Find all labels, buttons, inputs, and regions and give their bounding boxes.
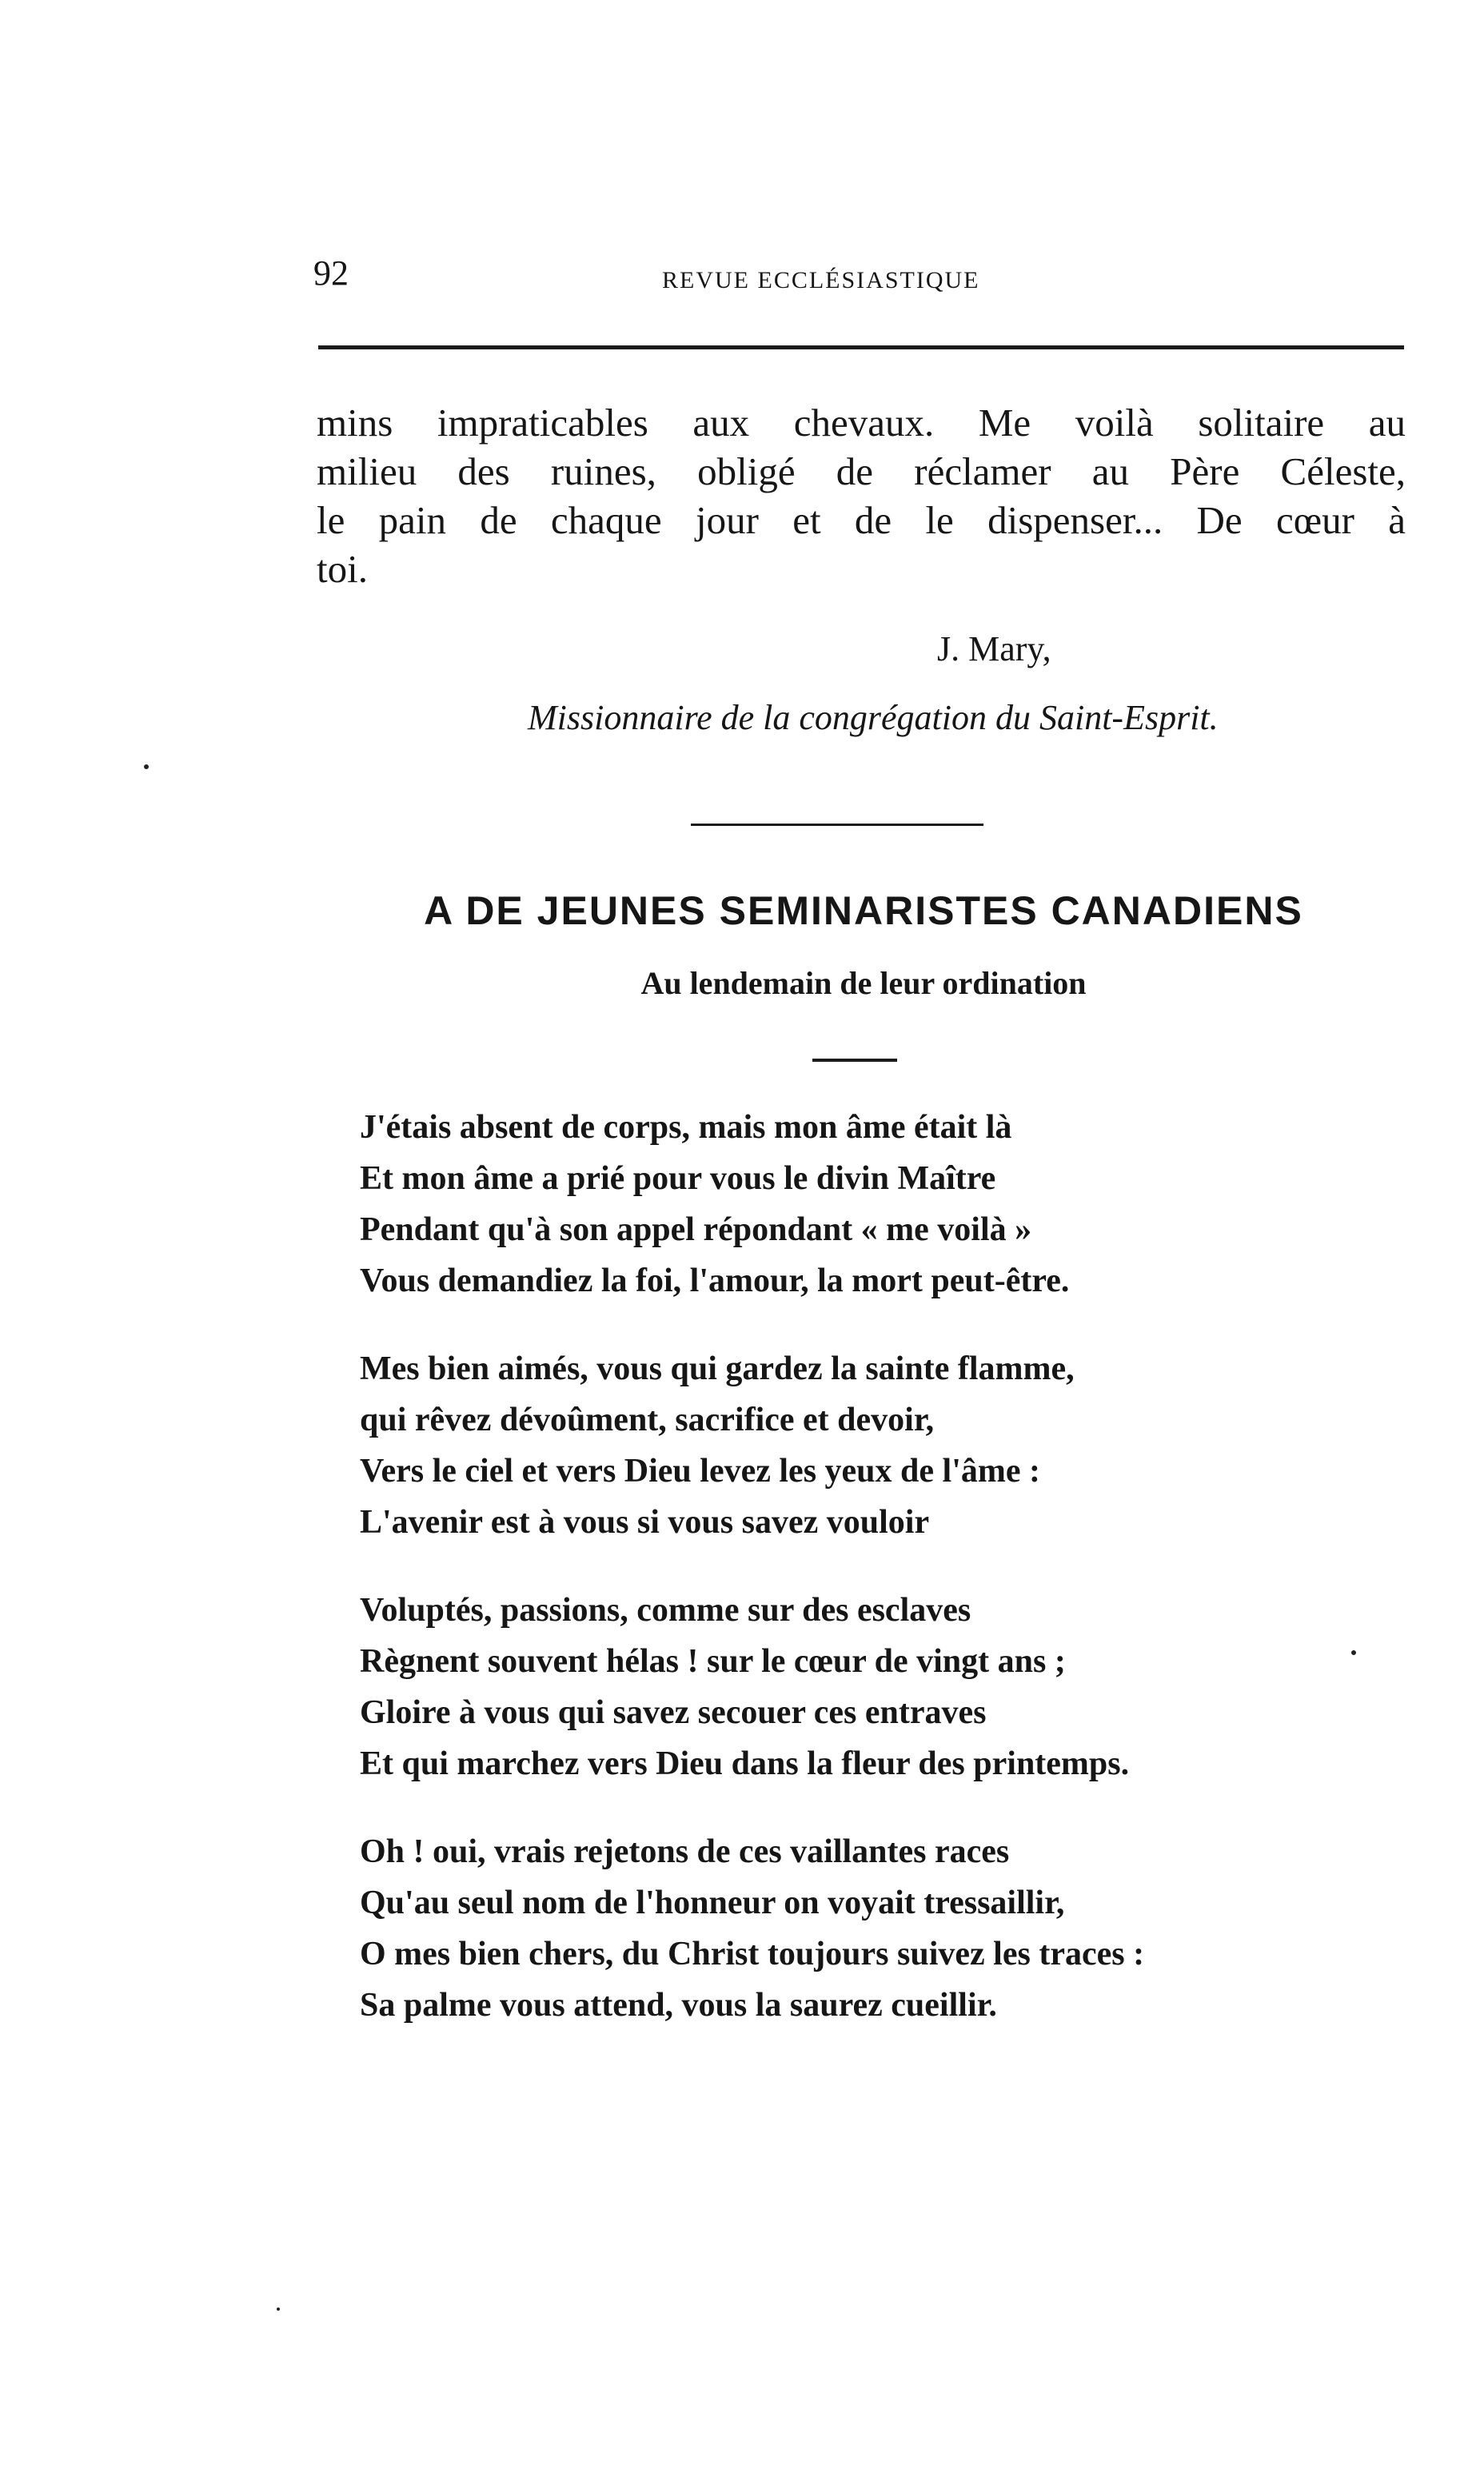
verse: L'avenir est à vous si vous savez vouloir (360, 1504, 930, 1541)
poem-body (360, 1102, 1415, 2068)
running-title: REVUE ECCLÉSIASTIQUE (662, 267, 980, 293)
print-speck (277, 2307, 280, 2311)
letter-line: milieu des ruines, obligé de réclamer au Père Céleste, (317, 449, 1406, 493)
header-rule (318, 345, 1404, 349)
verse: Vers le ciel et vers Dieu levez les yeux de l'âme : (360, 1453, 1040, 1490)
verse: qui rêvez dévoûment, sacrifice et devoir, (360, 1402, 935, 1438)
stanza (360, 1102, 1415, 1306)
print-speck (144, 764, 149, 769)
verse: Oh ! oui, vrais rejetons de ces vaillantes races (360, 1833, 1010, 1870)
verse: Règnent souvent hélas ! sur le cœur de vingt ans ; (360, 1643, 1066, 1680)
poem-title: A DE JEUNES SEMINARISTES CANADIENS (424, 888, 1303, 933)
verse: Qu'au seul nom de l'honneur on voyait tressaillir, (360, 1885, 1065, 1921)
verse: Et qui marchez vers Dieu dans la fleur des printemps. (360, 1745, 1130, 1782)
letter-line: le pain de chaque jour et de le dispenser... De cœur à (317, 498, 1406, 542)
section-divider (691, 824, 983, 826)
poem-divider (812, 1059, 897, 1062)
stanza (360, 1343, 1415, 1548)
verse: Voluptés, passions, comme sur des esclaves (360, 1592, 971, 1629)
stanza (360, 1585, 1415, 1789)
page-number: 92 (313, 253, 349, 293)
letter-line: toi. (317, 547, 368, 591)
verse: Vous demandiez la foi, l'amour, la mort peut-être. (360, 1262, 1070, 1299)
verse: Gloire à vous qui savez secouer ces entraves (360, 1694, 987, 1731)
verse: J'étais absent de corps, mais mon âme était là (360, 1109, 1012, 1146)
verse: O mes bien chers, du Christ toujours suivez les traces : (360, 1936, 1145, 1972)
verse: Pendant qu'à son appel répondant « me voilà » (360, 1211, 1032, 1248)
verse: Mes bien aimés, vous qui gardez la sainte flamme, (360, 1350, 1075, 1387)
print-speck (1351, 1650, 1356, 1655)
stanza (360, 1826, 1415, 2031)
verse: Et mon âme a prié pour vous le divin Maître (360, 1160, 996, 1197)
poem-subtitle: Au lendemain de leur ordination (640, 965, 1087, 1001)
letter-closing-paragraph (317, 398, 1406, 593)
verse: Sa palme vous attend, vous la saurez cueillir. (360, 1987, 997, 2024)
signature-title: Missionnaire de la congrégation du Saint-Esprit. (528, 698, 1219, 737)
signature-name: J. Mary, (937, 629, 1051, 668)
letter-line: mins impraticables aux chevaux. Me voilà solitaire au (317, 401, 1406, 445)
